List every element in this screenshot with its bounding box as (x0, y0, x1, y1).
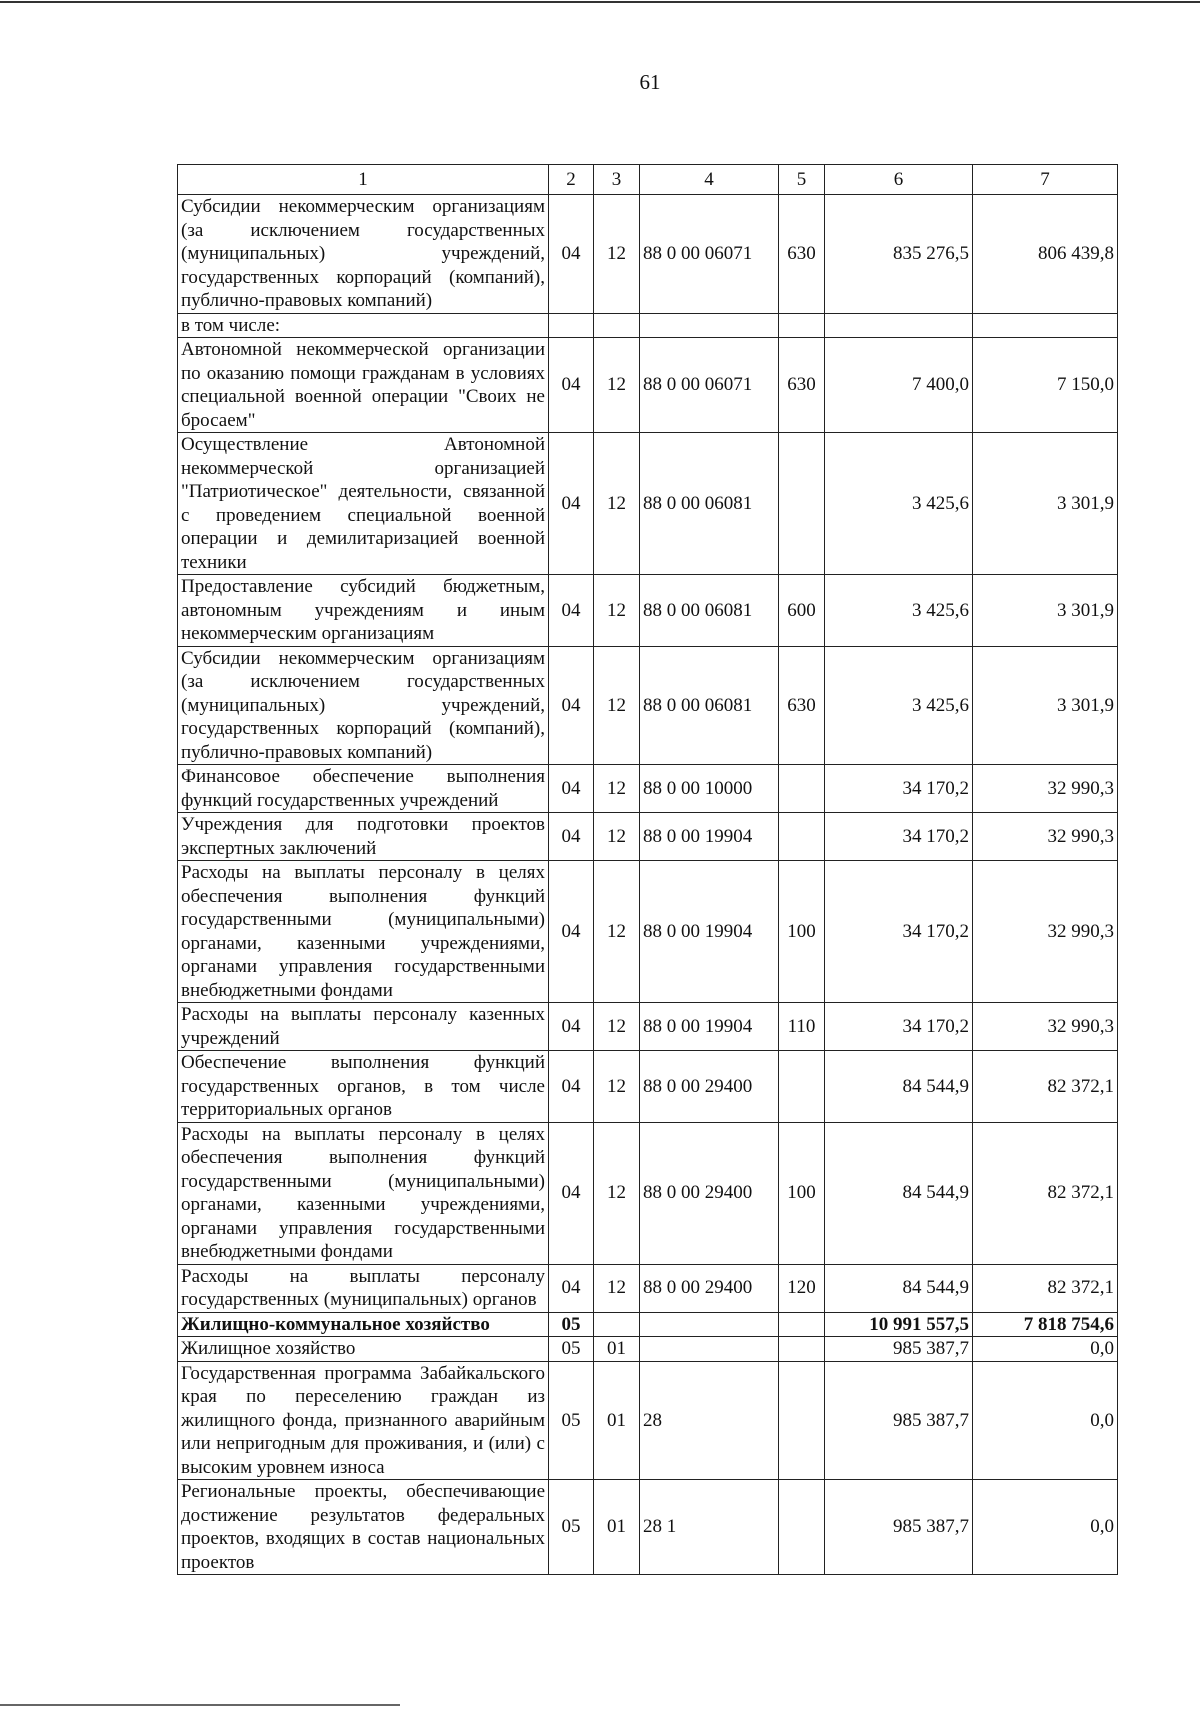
col-header-6: 6 (825, 165, 973, 195)
cell-section: 04 (549, 575, 594, 647)
cell-section: 04 (549, 338, 594, 433)
cell-section (549, 313, 594, 338)
cell-amount-year2: 82 372,1 (973, 1051, 1118, 1123)
cell-section: 04 (549, 765, 594, 813)
cell-subsection: 12 (594, 765, 640, 813)
cell-expense-type (779, 1312, 825, 1337)
cell-amount-year2: 32 990,3 (973, 1003, 1118, 1051)
cell-subsection: 01 (594, 1337, 640, 1362)
cell-section: 04 (549, 1122, 594, 1264)
table-body (178, 195, 1118, 1575)
cell-expense-type: 630 (779, 195, 825, 314)
table-row (178, 861, 1118, 1003)
cell-target-article: 88 0 00 10000 (640, 765, 779, 813)
cell-target-article (640, 1312, 779, 1337)
cell-subsection: 12 (594, 338, 640, 433)
table-row (178, 1003, 1118, 1051)
cell-subsection: 12 (594, 1122, 640, 1264)
cell-target-article: 88 0 00 19904 (640, 813, 779, 861)
cell-target-article: 88 0 00 06081 (640, 575, 779, 647)
col-header-2: 2 (549, 165, 594, 195)
table-row (178, 1361, 1118, 1480)
cell-subsection: 12 (594, 195, 640, 314)
cell-amount-year1: 84 544,9 (825, 1264, 973, 1312)
cell-expense-type (779, 1480, 825, 1575)
table-row (178, 1337, 1118, 1362)
table-row (178, 433, 1118, 575)
cell-amount-year2: 82 372,1 (973, 1122, 1118, 1264)
cell-amount-year2: 0,0 (973, 1337, 1118, 1362)
cell-subsection: 12 (594, 433, 640, 575)
cell-name: Государственная программа Забайкальского края по переселению граждан из жилищного фонда, признанного аварийным или непригодным для проживания, и (или) с высоким уровнем износа (178, 1361, 549, 1480)
cell-amount-year1: 34 170,2 (825, 861, 973, 1003)
cell-section: 04 (549, 813, 594, 861)
cell-name: в том числе: (178, 313, 549, 338)
cell-section: 05 (549, 1361, 594, 1480)
cell-amount-year1: 985 387,7 (825, 1337, 973, 1362)
cell-expense-type (779, 1337, 825, 1362)
cell-section: 05 (549, 1337, 594, 1362)
cell-section: 04 (549, 195, 594, 314)
cell-target-article: 88 0 00 06071 (640, 195, 779, 314)
table-row (178, 813, 1118, 861)
cell-section: 04 (549, 861, 594, 1003)
cell-subsection: 01 (594, 1480, 640, 1575)
cell-amount-year2: 3 301,9 (973, 433, 1118, 575)
header-row (178, 165, 1118, 195)
cell-target-article: 28 1 (640, 1480, 779, 1575)
cell-amount-year2: 0,0 (973, 1361, 1118, 1480)
cell-name: Жилищное хозяйство (178, 1337, 549, 1362)
cell-amount-year1: 835 276,5 (825, 195, 973, 314)
cell-amount-year1: 985 387,7 (825, 1361, 973, 1480)
table-row (178, 1051, 1118, 1123)
table-row (178, 646, 1118, 765)
table-row (178, 313, 1118, 338)
cell-subsection: 12 (594, 646, 640, 765)
cell-target-article (640, 313, 779, 338)
page-number: 61 (639, 70, 661, 94)
cell-expense-type: 630 (779, 338, 825, 433)
cell-amount-year1 (825, 313, 973, 338)
cell-subsection: 12 (594, 1264, 640, 1312)
cell-name: Осуществление Автономной некоммерческой организацией "Патриотическое" деятельности, связанной с проведением специальной военной операции и демилитаризацией военной техники (178, 433, 549, 575)
cell-amount-year1: 34 170,2 (825, 813, 973, 861)
cell-amount-year1: 84 544,9 (825, 1051, 973, 1123)
cell-amount-year1: 10 991 557,5 (825, 1312, 973, 1337)
cell-name: Субсидии некоммерческим организациям (за исключением государственных (муниципальных) учреждений, государственных корпораций (компаний), публично-правовых компаний) (178, 646, 549, 765)
cell-subsection: 12 (594, 1003, 640, 1051)
cell-amount-year1: 3 425,6 (825, 646, 973, 765)
cell-expense-type (779, 765, 825, 813)
cell-expense-type (779, 313, 825, 338)
cell-name: Учреждения для подготовки проектов экспертных заключений (178, 813, 549, 861)
bottom-border-line (0, 1704, 400, 1706)
cell-expense-type (779, 1051, 825, 1123)
cell-name: Обеспечение выполнения функций государственных органов, в том числе территориальных органов (178, 1051, 549, 1123)
cell-name: Расходы на выплаты персоналу в целях обеспечения выполнения функций государственными (муниципальными) органами, казенными учреждениями, органами управления государственными внебюджетными фондами (178, 1122, 549, 1264)
cell-amount-year1: 3 425,6 (825, 433, 973, 575)
cell-name: Субсидии некоммерческим организациям (за исключением государственных (муниципальных) учреждений, государственных корпораций (компаний), публично-правовых компаний) (178, 195, 549, 314)
cell-amount-year1: 34 170,2 (825, 765, 973, 813)
cell-target-article: 28 (640, 1361, 779, 1480)
cell-section: 05 (549, 1480, 594, 1575)
cell-section: 04 (549, 1051, 594, 1123)
cell-name: Финансовое обеспечение выполнения функций государственных учреждений (178, 765, 549, 813)
cell-amount-year2: 32 990,3 (973, 765, 1118, 813)
cell-target-article: 88 0 00 29400 (640, 1122, 779, 1264)
col-header-3: 3 (594, 165, 640, 195)
cell-name: Региональные проекты, обеспечивающие достижение результатов федеральных проектов, входящих в состав национальных проектов (178, 1480, 549, 1575)
cell-section: 04 (549, 1003, 594, 1051)
cell-amount-year2: 806 439,8 (973, 195, 1118, 314)
cell-amount-year2: 0,0 (973, 1480, 1118, 1575)
cell-target-article: 88 0 00 06071 (640, 338, 779, 433)
cell-expense-type: 600 (779, 575, 825, 647)
cell-amount-year1: 7 400,0 (825, 338, 973, 433)
cell-amount-year2: 3 301,9 (973, 646, 1118, 765)
table-row (178, 338, 1118, 433)
cell-subsection: 12 (594, 575, 640, 647)
cell-name: Расходы на выплаты персоналу в целях обеспечения выполнения функций государственными (муниципальными) органами, казенными учреждениями, органами управления государственными внебюджетными фондами (178, 861, 549, 1003)
cell-expense-type (779, 1361, 825, 1480)
col-header-7: 7 (973, 165, 1118, 195)
table-row (178, 1264, 1118, 1312)
cell-target-article: 88 0 00 29400 (640, 1051, 779, 1123)
cell-amount-year2: 7 150,0 (973, 338, 1118, 433)
cell-subsection: 01 (594, 1361, 640, 1480)
cell-section: 04 (549, 433, 594, 575)
cell-amount-year2: 7 818 754,6 (973, 1312, 1118, 1337)
cell-amount-year1: 3 425,6 (825, 575, 973, 647)
cell-target-article: 88 0 00 29400 (640, 1264, 779, 1312)
table-row (178, 575, 1118, 647)
cell-subsection (594, 313, 640, 338)
cell-expense-type (779, 813, 825, 861)
cell-amount-year1: 84 544,9 (825, 1122, 973, 1264)
table-row (178, 1480, 1118, 1575)
cell-subsection (594, 1312, 640, 1337)
cell-expense-type: 110 (779, 1003, 825, 1051)
cell-target-article: 88 0 00 19904 (640, 1003, 779, 1051)
table-row (178, 195, 1118, 314)
cell-amount-year1: 34 170,2 (825, 1003, 973, 1051)
cell-amount-year1: 985 387,7 (825, 1480, 973, 1575)
cell-name: Жилищно-коммунальное хозяйство (178, 1312, 549, 1337)
cell-subsection: 12 (594, 1051, 640, 1123)
cell-section: 04 (549, 646, 594, 765)
cell-target-article: 88 0 00 06081 (640, 646, 779, 765)
cell-expense-type: 120 (779, 1264, 825, 1312)
table-row (178, 1122, 1118, 1264)
cell-amount-year2: 3 301,9 (973, 575, 1118, 647)
cell-section: 05 (549, 1312, 594, 1337)
cell-amount-year2: 82 372,1 (973, 1264, 1118, 1312)
col-header-5: 5 (779, 165, 825, 195)
cell-section: 04 (549, 1264, 594, 1312)
cell-amount-year2: 32 990,3 (973, 813, 1118, 861)
cell-expense-type: 100 (779, 1122, 825, 1264)
budget-table (177, 164, 1118, 1575)
cell-target-article: 88 0 00 06081 (640, 433, 779, 575)
cell-name: Расходы на выплаты персоналу государственных (муниципальных) органов (178, 1264, 549, 1312)
cell-amount-year2: 32 990,3 (973, 861, 1118, 1003)
cell-name: Расходы на выплаты персоналу казенных учреждений (178, 1003, 549, 1051)
cell-name: Предоставление субсидий бюджетным, автономным учреждениям и иным некоммерческим организациям (178, 575, 549, 647)
col-header-4: 4 (640, 165, 779, 195)
cell-amount-year2 (973, 313, 1118, 338)
cell-expense-type: 630 (779, 646, 825, 765)
cell-name: Автономной некоммерческой организации по оказанию помощи гражданам в условиях специальной военной операции "Своих не бросаем" (178, 338, 549, 433)
cell-subsection: 12 (594, 813, 640, 861)
cell-target-article (640, 1337, 779, 1362)
table-row (178, 765, 1118, 813)
table-row (178, 1312, 1118, 1337)
cell-expense-type: 100 (779, 861, 825, 1003)
cell-target-article: 88 0 00 19904 (640, 861, 779, 1003)
col-header-1: 1 (178, 165, 549, 195)
cell-subsection: 12 (594, 861, 640, 1003)
cell-expense-type (779, 433, 825, 575)
top-border-line (0, 1, 1200, 3)
